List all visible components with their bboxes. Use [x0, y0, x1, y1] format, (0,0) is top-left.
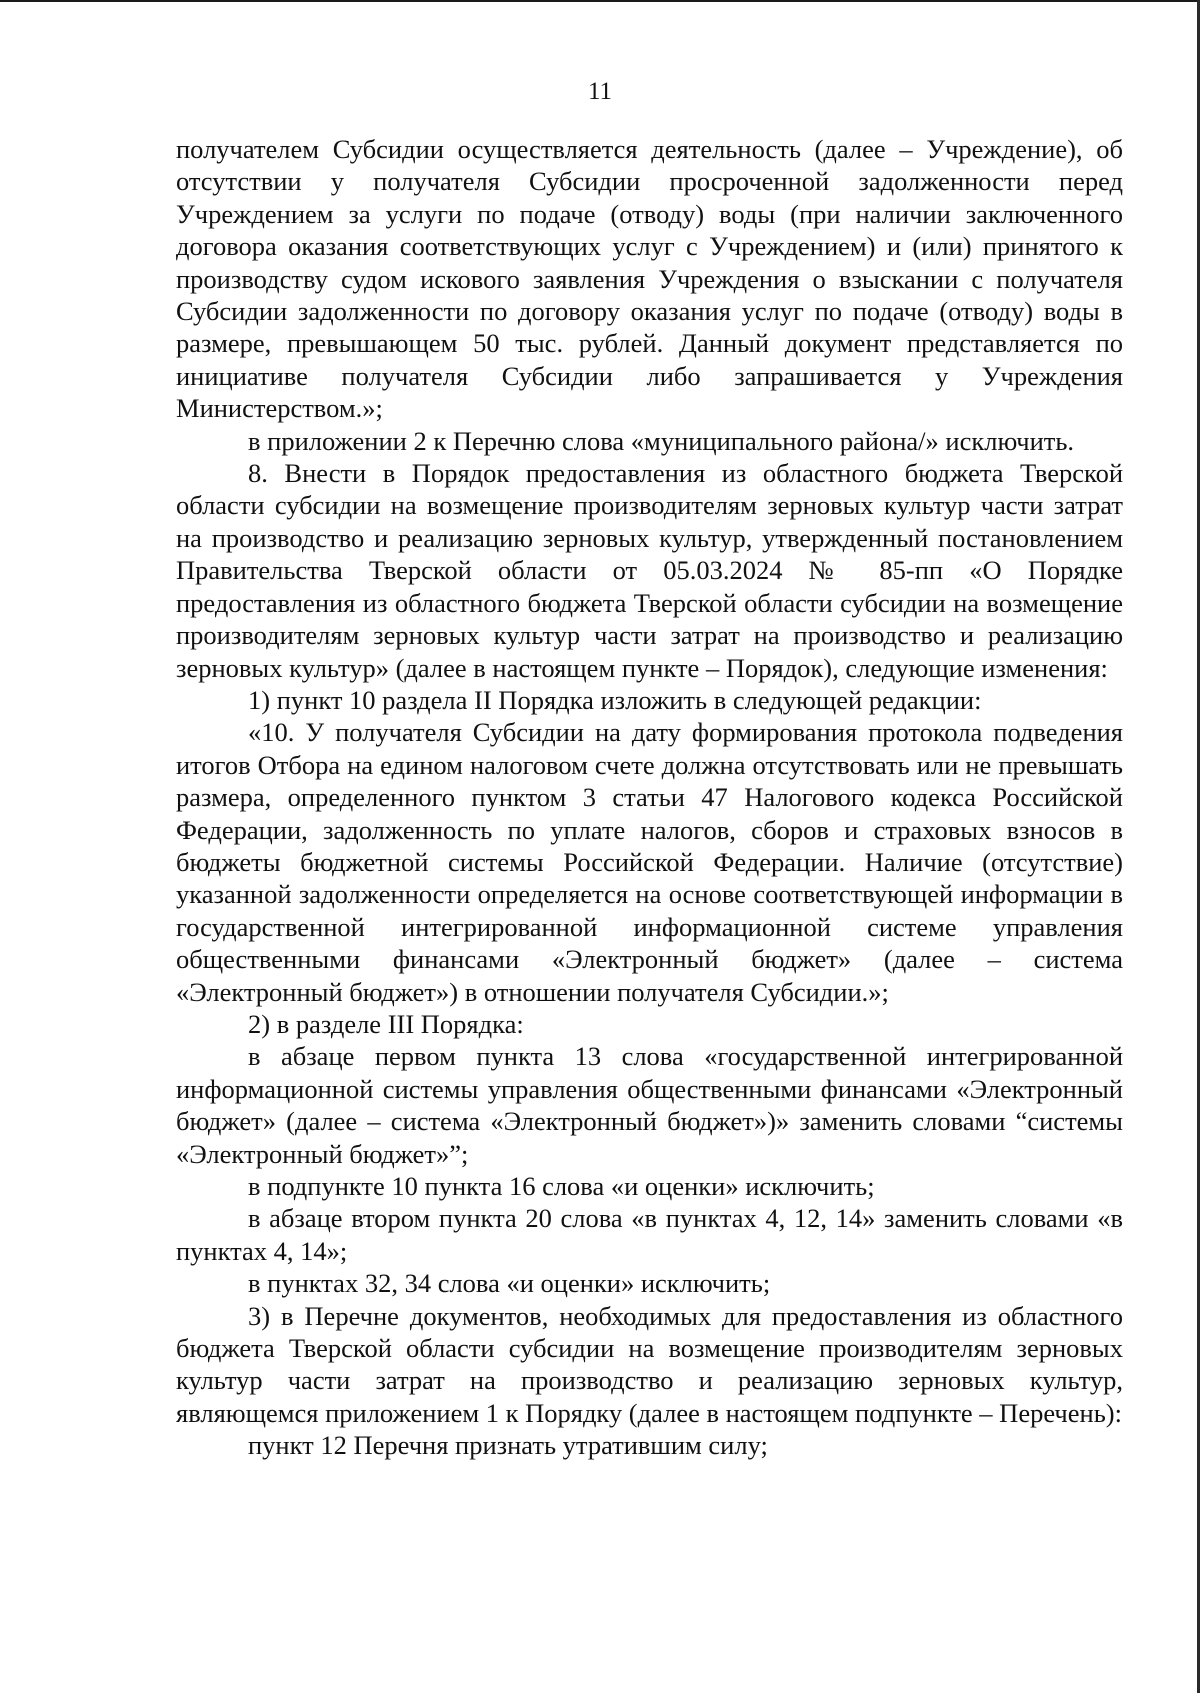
paragraph: в подпункте 10 пункта 16 слова «и оценки» исключить;: [248, 1171, 875, 1201]
paragraph: 1) пункт 10 раздела II Порядка изложить в следующей редакции:: [248, 684, 982, 715]
page-number: 11: [587, 78, 613, 105]
paragraph: получателем Субсидии осуществляется деятельность (далее – Учреждение), об отсутствии у получателя Субсидии просроченной задолженности перед Учреждением за услуги по подаче (отводу) воды (при наличии заключенного договора оказания соответствующих услуг с Учреждением) и (или) принятого к производству судом искового заявления Учреждения о взыскании с получателя Субсидии задолженности по договору оказания услуг по подаче (отводу) воды в размере, превышающем 50 тыс. рублей. Данный документ представляется по инициативе получателя Субсидии либо запрашивается у Учреждения Министерством.»;: [176, 134, 1123, 424]
paragraph: в абзаце втором пункта 20 слова «в пунктах 4, 12, 14» заменить словами «в пунктах 4, 14»;: [176, 1203, 1123, 1266]
paragraph: в абзаце первом пункта 13 слова «государственной интегрированной информационной системы управления общественными финансами «Электронный бюджет» (далее – система «Электронный бюджет»)» заменить словами “системы «Электронный бюджет»”;: [176, 1041, 1123, 1169]
paragraph: 8. Внести в Порядок предоставления из областного бюджета Тверской области субсидии на возмещение производителям зерновых культур части затрат на производство и реализацию зерновых культур, утвержденный постановлением Правительства Тверской области от 05.03.2024 № 85-пп «О Порядке предоставления из областного бюджета Тверской области субсидии на возмещение производителям зерновых культур части затрат на производство и реализацию зерновых культур» (далее в настоящем пункте – Порядок), следующие изменения:: [176, 458, 1123, 683]
paragraph: в пунктах 32, 34 слова «и оценки» исключить;: [248, 1268, 771, 1299]
paragraph: 2) в разделе III Порядка:: [248, 1008, 524, 1039]
paragraph: пункт 12 Перечня признать утратившим силу;: [248, 1430, 768, 1461]
paragraph: в приложении 2 к Перечню слова «муниципального района/» исключить.: [248, 425, 1075, 456]
paragraph: 3) в Перечне документов, необходимых для предоставления из областного бюджета Тверской области субсидии на возмещение производителям зерновых культур части затрат на производство и реализацию зерновых культур, являющемся приложением 1 к Порядку (далее в настоящем подпункте – Перечень):: [176, 1300, 1123, 1428]
document-body: [176, 133, 1123, 1462]
scan-edge-top: [0, 0, 1200, 2]
paragraph: «10. У получателя Субсидии на дату формирования протокола подведения итогов Отбора на едином налоговом счете должна отсутствовать или не превышать размера, определенного пунктом 3 статьи 47 Налогового кодекса Российской Федерации, задолженность по уплате налогов, сборов и страховых взносов в бюджеты бюджетной системы Российской Федерации. Наличие (отсутствие) указанной задолженности определяется на основе соответствующей информации в государственной интегрированной информационной системе управления общественными финансами «Электронный бюджет» (далее – система «Электронный бюджет») в отношении получателя Субсидии.»;: [176, 717, 1123, 1007]
